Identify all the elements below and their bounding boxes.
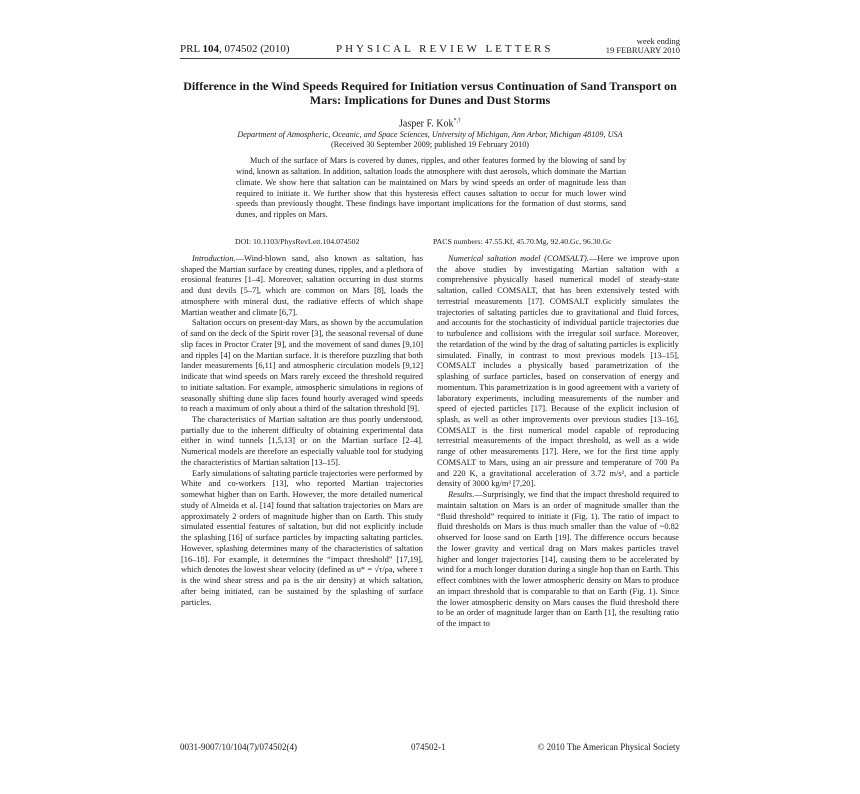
doi-link[interactable]: DOI: 10.1103/PhysRevLett.104.074502 — [235, 237, 360, 246]
paragraph-text: Saltation occurs on present-day Mars, as shown by the accumulation of sand on the deck of the Spirit rover [3], the seasonal reversal of dune slip faces in Proctor Crater [9], and the movement of sand dunes [9,10] and ripples [4] on the Martian surface. It is therefore puzzling that both lander measurements [6,11] and atmospheric circulation models [9,12] indicate that wind speeds on Mars rarely exceed the threshold required to initiate saltation. For example, atmospheric simulations in regions of seasonally shifting dune slip faces found hourly averaged wind speeds to reach a maximum of only about a third of the saltation threshold [9]. — [181, 318, 423, 414]
paragraph — [181, 415, 423, 469]
week-label: week ending — [636, 36, 680, 46]
paragraph-text: The characteristics of Martian saltation are thus poorly understood, partially due to the inherent difficulty of obtaining experimental data either in wind tunnels [1,5,13] or on the Martian surface [2–4]. Numerical models are therefore an especially valuable tool for studying the characteristics of Martian saltation [13–15]. — [181, 415, 423, 467]
header-rule — [180, 58, 680, 59]
pacs-numbers: PACS numbers: 47.55.Kf, 45.70.Mg, 92.40.Gc, 96.30.Gc — [433, 237, 612, 246]
paragraph-text: —Here we improve upon the above studies by investigating Martian saltation with a comprehensive physically based numerical model of steady-state saltation, called COMSALT, that has been extensively tested with terrestrial measurements [17]. COMSALT explicitly simulates the trajectories of saltating particles due to gravitational and fluid forces, and accounts for the stochasticity of individual particle trajectories due to turbulence and collisions with the irregular soil surface. Moreover, the retardation of the wind by the drag of saltating particles is explicitly simulated. Finally, in contrast to most previous models [13–15], COMSALT includes a physically based parametrization of the splashing of surface particles, based on conservation of energy and momentum. This parametrization is in good agreement with a variety of laboratory experiments, including measurements of the number and speed of ejected particles [17]. Because of the explicit inclusion of splash, as well as other improvements over previous studies [13–16], COMSALT is the first numerical model capable of reproducing terrestrial measurements of the impact threshold, as well as a wide range of other measurements [17]. Here, we for the first time apply COMSALT to Mars, using an air pressure and temperature of 700 Pa and 220 K, a gravitational acceleration of 3.72 m/s², and a particle density of 3000 kg/m³ [7,20]. — [437, 254, 680, 489]
paragraph-text: Early simulations of saltating particle trajectories were performed by White and co-workers [13], who reported Martian trajectories somewhat higher than on Earth. However, the more detailed numerical study of Almeida et al. [14] found that saltation trajectories on Mars are approximately 2 orders of magnitude higher than on Earth. This study simulated essential features of saltation, but did not explicitly include the splashing [16] of surface particles by impacting saltating particles. However, splashing determines many of the characteristics of saltation [16–18]. For example, it determines the “impact threshold” [17,19], which denotes the lowest shear velocity (defined as u* = √τ/ρa, where τ is the wind shear stress and ρa is the air density) at which saltation, after being initiated, can be sustained by the splashing of surface particles. — [181, 468, 423, 607]
journal-volume: 104 — [202, 43, 220, 55]
copyright: © 2010 The American Physical Society — [537, 742, 680, 752]
paper-title: Difference in the Wind Speeds Required for Initiation versus Continuation of Sand Transport on Mars: Implications for Dunes and Dust Storms — [183, 79, 677, 107]
paragraph — [437, 254, 679, 490]
abstract: Much of the surface of Mars is covered by dunes, ripples, and other features formed by the blowing of sand by wind, known as saltation. In addition, saltation loads the atmosphere with dust aerosols, which dominate the Martian climate. We show here that saltation can be maintained on Mars by wind speeds an order of magnitude less than required to initiate it. We further show that this hysteresis effect causes saltation to occur for much lower wind speeds than previously thought. These findings have important implications for the formation of dust storms, sand dunes, and ripples on Mars. — [236, 156, 626, 220]
week-date: 19 FEBRUARY 2010 — [605, 45, 680, 55]
journal-ref-prefix: PRL — [180, 43, 203, 55]
paragraph-lead: Numerical saltation model (COMSALT). — [448, 254, 589, 263]
author-footnote-mark: *,† — [453, 118, 461, 124]
body-column-left — [181, 254, 423, 608]
paragraph — [181, 254, 423, 318]
journal-ref-suffix: , 074502 (2010) — [219, 43, 290, 55]
paragraph — [181, 469, 423, 609]
paragraph-text: —Wind-blown sand, also known as saltation, has shaped the Martian surface by creating dunes, ripples, and a plethora of erosional features [1–4]. Moreover, saltation occurring in dust storms and dust devils [5–7], which are common on Mars [8], loads the atmosphere with mineral dust, the radiative effects of which shape Martian weather and climate [6,7]. — [181, 254, 423, 317]
received-dates: (Received 30 September 2009; published 19 February 2010) — [330, 140, 530, 149]
journal-reference — [180, 43, 290, 55]
issue-date — [606, 37, 680, 55]
paragraph-text: —Surprisingly, we find that the impact threshold required to maintain saltation on Mars is an order of magnitude smaller than the “fluid threshold” required to initiate it (Fig. 1). The ratio of impact to fluid thresholds on Mars is thus much smaller than the value of ~0.82 observed for loose sand on Earth [19]. The difference occurs because the lower gravity and vertical drag on Mars makes particles travel higher and longer trajectories [14], causing them to be accelerated by wind for a much longer duration during a single hop than on Earth. This effect combines with the lower atmospheric density on Mars to produce an impact threshold that is comparable to that on Earth (Fig. 1). Since the lower atmospheric density on Mars causes the fluid threshold there to be an order of magnitude larger than on Earth [1], the resulting ratio of the impact to — [437, 490, 679, 628]
paragraph-lead: Results. — [448, 490, 475, 500]
paragraph — [181, 318, 423, 415]
issn-code: 0031-9007/10/104(7)/074502(4) — [180, 742, 297, 752]
paragraph-lead: Introduction. — [192, 254, 236, 263]
journal-name: PHYSICAL REVIEW LETTERS — [336, 43, 554, 55]
author-line — [180, 118, 680, 129]
body-column-right — [437, 254, 679, 630]
affiliation: Department of Atmospheric, Oceanic, and Space Sciences, University of Michigan, Ann Arbor, Michigan 48109, USA — [237, 130, 623, 139]
page-number: 074502-1 — [411, 742, 446, 752]
paragraph — [437, 490, 679, 630]
author-name: Jasper F. Kok — [399, 118, 454, 130]
